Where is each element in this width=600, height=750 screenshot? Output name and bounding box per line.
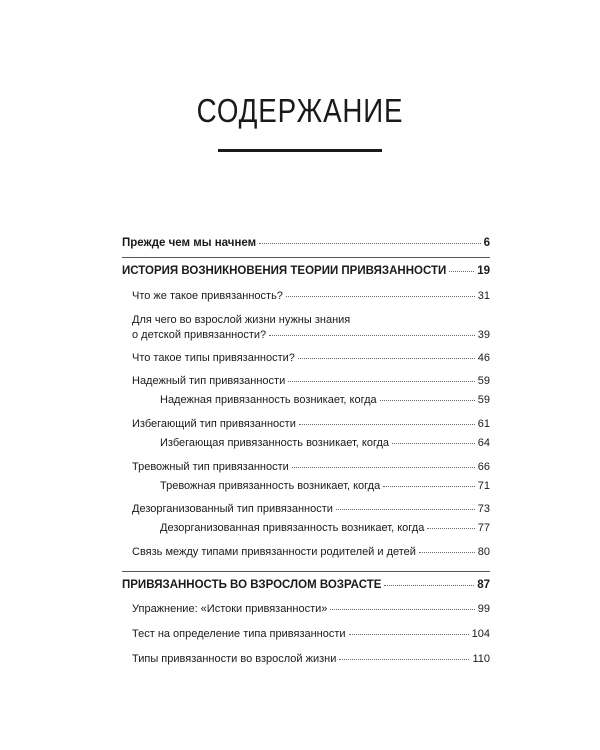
- toc-page-number: 66: [477, 461, 490, 473]
- leader-dots: [380, 400, 475, 401]
- section-divider: [122, 571, 490, 572]
- toc-entry-label-line1: Для чего во взрослой жизни нужны знания: [132, 314, 351, 326]
- toc-entry-label: Связь между типами привязанности родителей и детей: [132, 546, 416, 558]
- toc-entry[interactable]: [132, 351, 490, 366]
- leader-dots: [384, 585, 474, 586]
- toc-entry[interactable]: [132, 417, 490, 432]
- toc-entry[interactable]: [132, 328, 490, 343]
- leader-dots: [419, 552, 475, 553]
- toc-page-number: 80: [477, 546, 490, 558]
- toc-page-number: 61: [477, 418, 490, 430]
- toc-page-number: 39: [477, 329, 490, 341]
- toc-entry[interactable]: [132, 602, 490, 617]
- leader-dots: [383, 486, 475, 487]
- toc-page-number: 77: [477, 522, 490, 534]
- toc-entry[interactable]: [132, 460, 490, 475]
- toc-page-number: 71: [477, 480, 490, 492]
- leader-dots: [298, 358, 475, 359]
- leader-dots: [392, 443, 475, 444]
- toc-entry-label: Избегающая привязанность возникает, когда: [160, 437, 390, 449]
- toc-entry[interactable]: [132, 289, 490, 304]
- toc-section-entry[interactable]: [122, 264, 490, 279]
- toc-subentry[interactable]: [160, 436, 490, 451]
- toc-entry-label: Упражнение: «Истоки привязанности»: [132, 603, 328, 615]
- toc-entry-label: Надежный тип привязанности: [132, 375, 286, 387]
- toc-page-number: 59: [477, 394, 490, 406]
- toc-entry-label: Прежде чем мы начнем: [122, 237, 257, 249]
- toc-entry-label: Дезорганизованная привязанность возникает, когда: [160, 522, 425, 534]
- toc-entry-label: Что такое типы привязанности?: [132, 352, 295, 364]
- toc-entry[interactable]: [132, 627, 490, 642]
- toc-entry-label: Тревожная привязанность возникает, когда: [160, 480, 381, 492]
- toc-page-number: 87: [477, 579, 490, 591]
- toc-entry-label: Типы привязанности во взрослой жизни: [132, 653, 337, 665]
- leader-dots: [449, 271, 474, 272]
- toc-entry-label: Надежная привязанность возникает, когда: [160, 394, 377, 406]
- toc-entry[interactable]: [132, 652, 490, 667]
- toc-entry-label: Дезорганизованный тип привязанности: [132, 503, 333, 515]
- leader-dots: [330, 609, 474, 610]
- leader-dots: [292, 467, 475, 468]
- section-divider: [122, 257, 490, 258]
- toc-page-number: 19: [477, 265, 490, 277]
- toc-page-number: 64: [477, 437, 490, 449]
- toc-page-number: 31: [477, 290, 490, 302]
- leader-dots: [349, 634, 469, 635]
- leader-dots: [339, 659, 469, 660]
- toc-subentry[interactable]: [160, 479, 490, 494]
- toc-entry[interactable]: [132, 502, 490, 517]
- leader-dots: [427, 528, 474, 529]
- toc-entry-label: Тревожный тип привязанности: [132, 461, 289, 473]
- toc-entry-label: Тест на определение типа привязанности: [132, 628, 346, 640]
- toc-page-number: 73: [477, 503, 490, 515]
- toc-subentry[interactable]: [160, 521, 490, 536]
- toc-entry[interactable]: [122, 236, 490, 251]
- toc-page-number: 59: [477, 375, 490, 387]
- toc-entry-label: Что же такое привязанность?: [132, 290, 283, 302]
- toc-page-number: 99: [477, 603, 490, 615]
- toc-entry-label: о детской привязанности?: [132, 329, 267, 341]
- toc-entry-label: ПРИВЯЗАННОСТЬ ВО ВЗРОСЛОМ ВОЗРАСТЕ: [122, 579, 382, 591]
- leader-dots: [336, 509, 475, 510]
- leader-dots: [299, 424, 475, 425]
- page-title: СОДЕРЖАНИЕ: [196, 92, 404, 129]
- toc-entry-label: ИСТОРИЯ ВОЗНИКНОВЕНИЯ ТЕОРИИ ПРИВЯЗАННОСТИ: [122, 265, 447, 277]
- leader-dots: [288, 381, 475, 382]
- toc-page-number: 110: [472, 653, 490, 665]
- toc-entry[interactable]: [132, 545, 490, 560]
- toc-page-number: 46: [477, 352, 490, 364]
- toc-entry[interactable]: [132, 374, 490, 389]
- toc-page-number: 104: [471, 628, 490, 640]
- toc-subentry[interactable]: [160, 393, 490, 408]
- leader-dots: [259, 243, 480, 244]
- leader-dots: [269, 335, 475, 336]
- leader-dots: [286, 296, 475, 297]
- toc-section-entry[interactable]: [122, 578, 490, 593]
- toc-page-number: 6: [483, 237, 490, 249]
- toc-entry-label: Избегающий тип привязанности: [132, 418, 296, 430]
